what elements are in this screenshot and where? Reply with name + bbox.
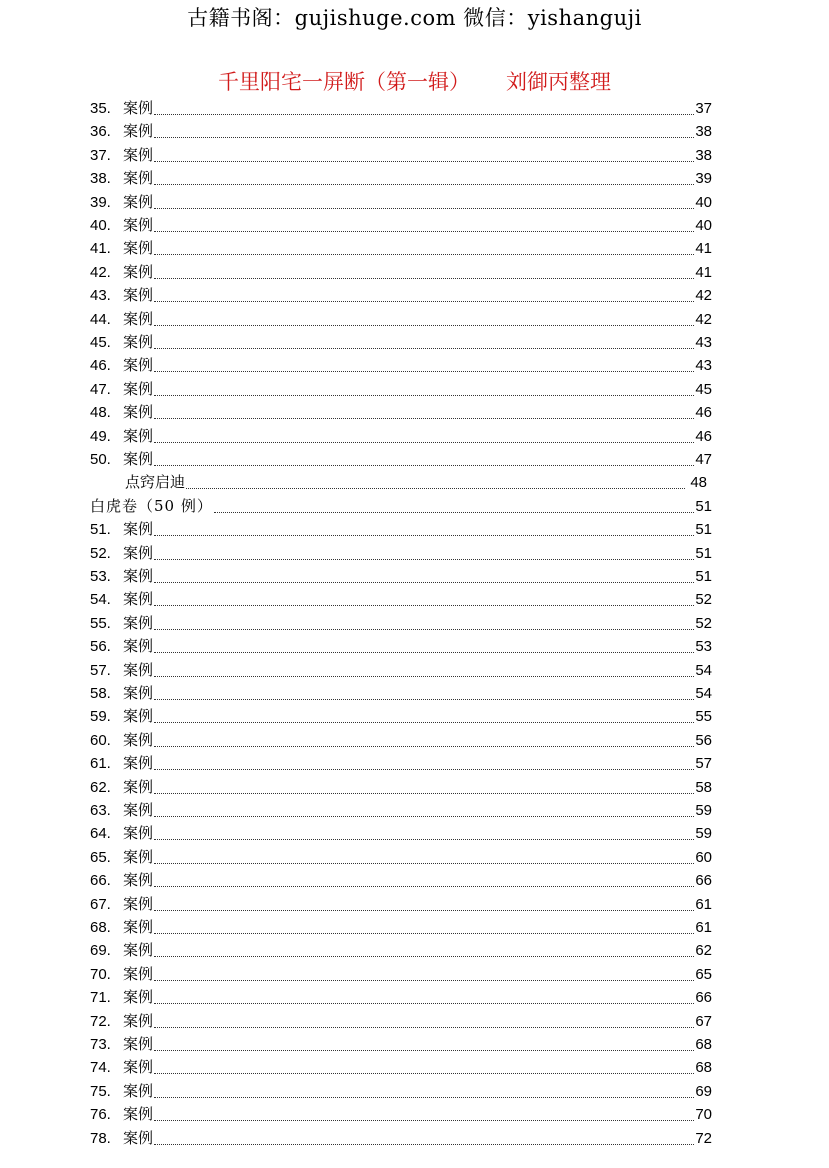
dot-leader — [154, 675, 694, 677]
toc-entry[interactable] — [90, 846, 712, 869]
toc-entry-number: 36. — [90, 123, 111, 141]
dot-leader — [154, 932, 694, 934]
dot-leader — [154, 277, 694, 279]
toc-entry-number: 35. — [90, 100, 111, 117]
toc-entry-label: 案例 — [123, 309, 154, 328]
toc-entry-page: 47 — [695, 451, 712, 468]
toc-entry-number: 67. — [90, 895, 111, 913]
toc-entry-label: 案例 — [123, 145, 154, 164]
toc-entry-page: 52 — [695, 591, 712, 609]
toc-entry[interactable] — [90, 635, 712, 658]
toc-entry-label: 白虎卷（50 例） — [90, 496, 213, 515]
toc-entry[interactable] — [90, 588, 712, 611]
toc-entry-label: 案例 — [123, 379, 154, 398]
toc-entry-number: 62. — [90, 778, 111, 796]
dot-leader — [154, 721, 694, 723]
book-title: 千里阳宅一屏断（第一辑） — [218, 70, 470, 94]
toc-entry-label: 案例 — [123, 964, 154, 983]
toc-entry-page: 66 — [695, 989, 712, 1007]
toc-entry-page: 41 — [695, 263, 712, 281]
toc-entry-page: 68 — [695, 1059, 712, 1077]
toc-entry-label: 案例 — [123, 216, 154, 234]
toc-entry-label: 案例 — [123, 403, 154, 422]
document-title — [0, 66, 829, 96]
toc-entry-label: 案例 — [123, 567, 154, 585]
toc-entry-label: 案例 — [123, 590, 154, 609]
toc-entry-label: 案例 — [123, 824, 154, 843]
toc-entry[interactable] — [90, 1103, 712, 1126]
toc-entry-page: 57 — [695, 755, 712, 773]
toc-entry[interactable] — [90, 893, 712, 916]
toc-entry-number: 37. — [90, 146, 111, 164]
dot-leader — [186, 487, 685, 489]
toc-entry[interactable] — [90, 1127, 712, 1150]
toc-entry[interactable] — [90, 214, 712, 237]
toc-subsection-entry[interactable] — [125, 471, 707, 494]
dot-leader — [154, 207, 694, 209]
toc-entry-label: 案例 — [123, 1081, 154, 1100]
toc-entry-label: 案例 — [123, 871, 154, 890]
toc-entry[interactable] — [90, 97, 712, 120]
toc-entry-page: 59 — [695, 825, 712, 843]
dot-leader — [154, 113, 694, 115]
toc-entry[interactable] — [90, 705, 712, 728]
toc-entry-page: 40 — [695, 217, 712, 234]
dot-leader — [154, 792, 694, 794]
toc-entry-page: 42 — [695, 310, 712, 328]
toc-entry-label: 案例 — [123, 988, 154, 1007]
toc-entry-page: 51 — [695, 497, 712, 515]
toc-entry-number: 43. — [90, 287, 111, 305]
toc-entry[interactable] — [90, 682, 712, 705]
toc-entry-label: 案例 — [123, 122, 154, 141]
toc-entry[interactable] — [90, 401, 712, 424]
dot-leader — [154, 534, 694, 536]
toc-entry-number: 71. — [90, 989, 111, 1007]
toc-entry-number: 72. — [90, 1012, 111, 1030]
dot-leader — [154, 651, 694, 653]
toc-entry-label: 案例 — [123, 1105, 154, 1124]
toc-entry-label: 案例 — [123, 192, 154, 211]
toc-entry-page: 51 — [695, 568, 712, 585]
toc-entry-label: 案例 — [123, 613, 154, 632]
toc-entry-number: 50. — [90, 451, 111, 468]
toc-entry-label: 案例 — [123, 777, 154, 796]
toc-entry-page: 52 — [695, 614, 712, 632]
dot-leader — [154, 253, 694, 255]
toc-volume-entry[interactable] — [90, 495, 712, 518]
toc-entry-number: 49. — [90, 427, 111, 445]
toc-entry[interactable] — [90, 448, 712, 471]
dot-leader — [154, 136, 694, 138]
toc-entry-page: 56 — [695, 731, 712, 749]
dot-leader — [154, 768, 694, 770]
toc-entry[interactable] — [90, 261, 712, 284]
toc-entry-label: 案例 — [123, 262, 154, 281]
toc-entry-label: 案例 — [123, 1011, 154, 1030]
toc-entry[interactable] — [90, 612, 712, 635]
dot-leader — [154, 1026, 694, 1028]
dot-leader — [154, 1072, 694, 1074]
toc-entry-label: 案例 — [123, 801, 154, 819]
toc-entry-page: 51 — [695, 521, 712, 539]
dot-leader — [154, 909, 694, 911]
toc-entry-number: 52. — [90, 544, 111, 562]
toc-entry-number: 58. — [90, 685, 111, 702]
toc-entry[interactable] — [90, 986, 712, 1009]
toc-entry[interactable] — [90, 752, 712, 775]
dot-leader — [154, 604, 694, 606]
toc-entry-page: 55 — [695, 708, 712, 726]
toc-entry-number: 68. — [90, 919, 111, 936]
toc-entry-number: 75. — [90, 1082, 111, 1100]
toc-entry-number: 42. — [90, 263, 111, 281]
toc-entry[interactable] — [90, 120, 712, 143]
toc-entry[interactable] — [90, 1056, 712, 1079]
dot-leader — [154, 558, 694, 560]
toc-entry-number: 73. — [90, 1036, 111, 1053]
toc-entry[interactable] — [90, 542, 712, 565]
dot-leader — [154, 1119, 694, 1121]
toc-entry-label: 案例 — [123, 426, 154, 445]
toc-entry[interactable] — [90, 729, 712, 752]
toc-entry[interactable] — [90, 822, 712, 845]
toc-entry-number: 57. — [90, 661, 111, 679]
dot-leader — [154, 300, 694, 302]
toc-entry-number: 41. — [90, 240, 111, 258]
toc-entry-number: 39. — [90, 193, 111, 211]
toc-entry-page: 38 — [695, 123, 712, 141]
toc-entry-number: 66. — [90, 872, 111, 890]
toc-entry[interactable] — [90, 331, 712, 354]
toc-entry-label: 案例 — [123, 543, 154, 562]
toc-entry[interactable] — [90, 939, 712, 962]
toc-entry-page: 58 — [695, 778, 712, 796]
toc-entry-label: 案例 — [123, 450, 154, 468]
toc-entry-page: 65 — [695, 965, 712, 983]
toc-entry-label: 案例 — [123, 894, 154, 913]
dot-leader — [154, 230, 694, 232]
toc-entry-page: 70 — [695, 1106, 712, 1124]
dot-leader — [154, 955, 694, 957]
toc-entry-label: 点窍启迪 — [125, 473, 186, 492]
dot-leader — [154, 698, 694, 700]
toc-entry-page: 54 — [695, 661, 712, 679]
toc-entry[interactable] — [90, 565, 712, 588]
toc-entry-label: 案例 — [123, 286, 154, 305]
toc-entry-page: 38 — [695, 146, 712, 164]
dot-leader — [154, 885, 694, 887]
toc-entry-page: 62 — [695, 942, 712, 960]
toc-entry-label: 案例 — [123, 356, 154, 375]
toc-entry-page: 40 — [695, 193, 712, 211]
toc-entry-page: 39 — [695, 170, 712, 188]
toc-entry-number: 78. — [90, 1129, 111, 1147]
toc-entry-page: 61 — [695, 895, 712, 913]
toc-entry[interactable] — [90, 191, 712, 214]
toc-entry-page: 72 — [695, 1129, 712, 1147]
toc-entry-label: 案例 — [123, 1035, 154, 1053]
toc-entry-number: 47. — [90, 380, 111, 398]
toc-entry-page: 46 — [695, 404, 712, 422]
toc-entry-number: 38. — [90, 170, 111, 188]
dot-leader — [154, 347, 694, 349]
toc-entry-number: 59. — [90, 708, 111, 726]
toc-entry-label: 案例 — [123, 730, 154, 749]
dot-leader — [154, 628, 694, 630]
toc-entry[interactable] — [90, 425, 712, 448]
toc-entry-number: 46. — [90, 357, 111, 375]
toc-entry[interactable] — [90, 1033, 712, 1056]
dot-leader — [154, 441, 694, 443]
dot-leader — [154, 370, 694, 372]
toc-entry-number: 69. — [90, 942, 111, 960]
toc-entry-number: 74. — [90, 1059, 111, 1077]
dot-leader — [154, 417, 694, 419]
dot-leader — [154, 815, 694, 817]
toc-entry-label: 案例 — [123, 1128, 154, 1147]
toc-entry[interactable] — [90, 378, 712, 401]
toc-entry-page: 60 — [695, 848, 712, 866]
dot-leader — [154, 838, 694, 840]
toc-entry-page: 43 — [695, 357, 712, 375]
toc-entry[interactable] — [90, 308, 712, 331]
toc-entry-number: 65. — [90, 848, 111, 866]
toc-entry-label: 案例 — [123, 1058, 154, 1077]
toc-entry-page: 43 — [695, 334, 712, 351]
toc-entry[interactable] — [90, 1080, 712, 1103]
dot-leader — [154, 1049, 694, 1051]
toc-entry-page: 67 — [695, 1012, 712, 1030]
toc-entry-number: 44. — [90, 310, 111, 328]
dot-leader — [154, 324, 694, 326]
dot-leader — [154, 979, 694, 981]
dot-leader — [154, 1096, 694, 1098]
toc-entry-page: 37 — [695, 100, 712, 117]
toc-entry-number: 56. — [90, 638, 111, 656]
toc-entry-number: 40. — [90, 217, 111, 234]
toc-entry[interactable] — [90, 144, 712, 167]
toc-entry-number: 63. — [90, 802, 111, 819]
toc-entry-number: 48. — [90, 404, 111, 422]
toc-entry-page: 48 — [690, 474, 707, 492]
toc-entry[interactable] — [90, 799, 712, 822]
toc-entry-number: 51. — [90, 521, 111, 539]
dot-leader — [154, 745, 694, 747]
toc-entry-page: 53 — [695, 638, 712, 656]
dot-leader — [154, 394, 694, 396]
dot-leader — [154, 1002, 694, 1004]
toc-entry[interactable] — [90, 518, 712, 541]
toc-entry-number: 53. — [90, 568, 111, 585]
toc-entry-label: 案例 — [123, 660, 154, 679]
dot-leader — [154, 160, 694, 162]
toc-entry-label: 案例 — [123, 754, 154, 773]
toc-entry-number: 45. — [90, 334, 111, 351]
toc-entry[interactable] — [90, 776, 712, 799]
toc-entry-label: 案例 — [123, 918, 154, 936]
toc-entry-label: 案例 — [123, 520, 154, 539]
toc-entry-label: 案例 — [123, 941, 154, 960]
toc-entry-label: 案例 — [123, 333, 154, 351]
toc-entry[interactable] — [90, 1010, 712, 1033]
toc-entry-page: 61 — [695, 919, 712, 936]
toc-entry-page: 42 — [695, 287, 712, 305]
toc-entry-label: 案例 — [123, 637, 154, 656]
toc-entry-number: 61. — [90, 755, 111, 773]
toc-entry[interactable] — [90, 284, 712, 307]
toc-entry-page: 41 — [695, 240, 712, 258]
dot-leader — [154, 183, 694, 185]
dot-leader — [214, 511, 694, 513]
dot-leader — [154, 1143, 694, 1145]
toc-entry-page: 59 — [695, 802, 712, 819]
toc-entry-number: 55. — [90, 614, 111, 632]
toc-entry[interactable] — [90, 963, 712, 986]
toc-entry[interactable] — [90, 354, 712, 377]
editor-credit: 刘御丙整理 — [506, 70, 611, 94]
dot-leader — [154, 581, 694, 583]
toc-entry-number: 70. — [90, 965, 111, 983]
toc-entry-label: 案例 — [123, 169, 154, 188]
page-header: 古籍书阁：gujishuge.com 微信：yishanguji — [187, 6, 642, 30]
toc-entry-number: 76. — [90, 1106, 111, 1124]
toc-entry-page: 69 — [695, 1082, 712, 1100]
toc-entry[interactable] — [90, 869, 712, 892]
toc-entry-page: 45 — [695, 380, 712, 398]
toc-entry-page: 66 — [695, 872, 712, 890]
toc-entry[interactable] — [90, 167, 712, 190]
toc-entry[interactable] — [90, 659, 712, 682]
toc-entry-page: 54 — [695, 685, 712, 702]
dot-leader — [154, 464, 694, 466]
toc-entry-label: 案例 — [123, 707, 154, 726]
toc-entry-label: 案例 — [123, 684, 154, 702]
toc-entry-page: 46 — [695, 427, 712, 445]
toc-entry-page: 68 — [695, 1036, 712, 1053]
toc-entry-label: 案例 — [123, 99, 154, 117]
toc-entry-label: 案例 — [123, 847, 154, 866]
toc-entry-number: 54. — [90, 591, 111, 609]
toc-entry[interactable] — [90, 237, 712, 260]
toc-entry-page: 51 — [695, 544, 712, 562]
toc-entry[interactable] — [90, 916, 712, 939]
toc-entry-label: 案例 — [123, 239, 154, 258]
toc-entry-number: 64. — [90, 825, 111, 843]
dot-leader — [154, 862, 694, 864]
toc-entry-number: 60. — [90, 731, 111, 749]
